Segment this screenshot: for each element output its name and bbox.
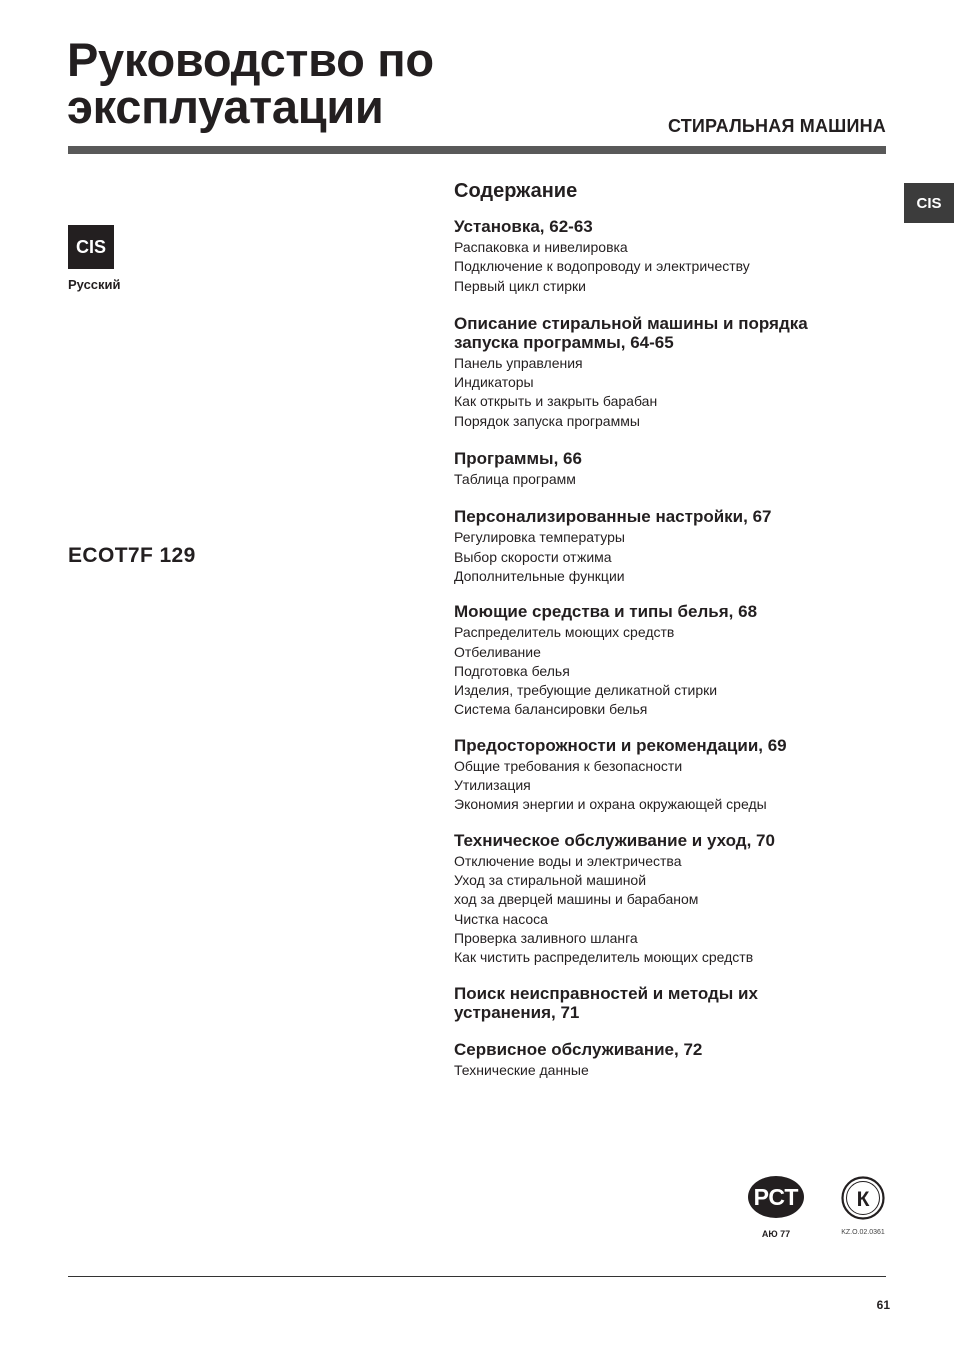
- toc-subitem: Технические данные: [454, 1062, 589, 1079]
- table-of-contents: [454, 178, 886, 1081]
- toc-section: [454, 736, 886, 815]
- language-tab: CIS: [904, 183, 954, 223]
- page-number: 61: [876, 1298, 890, 1312]
- toc-subitem-list: [454, 1061, 886, 1080]
- toc-subitem-list: [454, 852, 886, 968]
- toc-subitem: Отключение воды и электричества: [454, 852, 682, 869]
- toc-subitem-list: [454, 528, 886, 586]
- toc-subitem-list: [454, 354, 886, 431]
- toc-subitem: Общие требования к безопасности: [454, 757, 683, 774]
- toc-section-title-line: Техническое обслуживание и уход, 70: [454, 830, 775, 850]
- toc-subitem: Таблица программ: [454, 471, 576, 488]
- toc-subitem: Экономия энергии и охрана окружающей среды: [454, 796, 767, 813]
- toc-subitem: Чистка насоса: [454, 910, 548, 927]
- toc-subitem: Распаковка и нивелировка: [454, 239, 628, 255]
- toc-section: [454, 314, 886, 431]
- toc-subitem: Как чистить распределитель моющих средств: [454, 949, 754, 966]
- title-line-2: эксплуатации: [67, 80, 384, 133]
- toc-section: [454, 217, 886, 296]
- title-line-1: Руководство по: [67, 33, 434, 86]
- toc-section-title-line: устранения, 71: [454, 1003, 580, 1023]
- toc-section-title-line: Установка, 62-63: [454, 217, 593, 236]
- kz-logo-icon: [838, 1176, 888, 1222]
- toc-subitem: Отбеливание: [454, 643, 541, 660]
- toc-section-title: [454, 449, 886, 468]
- footer-divider: [68, 1276, 886, 1277]
- language-badge: CIS: [68, 225, 114, 269]
- toc-subitem: Подготовка белья: [454, 662, 570, 679]
- toc-section-title-line: запуска программы, 64-65: [454, 332, 674, 352]
- toc-subitem: Как открыть и закрыть барабан: [454, 393, 658, 410]
- toc-heading: Содержание: [454, 180, 578, 202]
- toc-section-title-line: Программы, 66: [454, 449, 582, 469]
- toc-section-title: [454, 831, 886, 850]
- toc-section-title: [454, 1040, 886, 1059]
- toc-subitem-list: [454, 623, 886, 719]
- toc-subitem: Индикаторы: [454, 374, 534, 391]
- toc-subitem: Уход за стиральной машиной: [454, 871, 647, 888]
- toc-subitem: Распределитель моющих средств: [454, 624, 675, 641]
- toc-section: [454, 984, 886, 1022]
- pct-certificate-code: АЮ 77: [761, 1229, 791, 1239]
- toc-section-title-line: Персонализированные настройки, 67: [454, 507, 772, 527]
- kz-logo-letter: К: [856, 1188, 870, 1211]
- toc-section-title: [454, 984, 886, 1022]
- title-divider: [68, 146, 886, 154]
- model-number: ECOT7F 129: [68, 544, 196, 567]
- toc-section-title: [454, 507, 886, 526]
- kz-certificate-code: KZ.О.02.0361: [841, 1229, 885, 1236]
- toc-subitem: Система балансировки белья: [454, 701, 648, 718]
- toc-subitem-list: [454, 238, 886, 296]
- toc-section-title-line: Поиск неисправностей и методы их: [454, 984, 758, 1004]
- toc-section-title: [454, 314, 886, 352]
- toc-subitem: Утилизация: [454, 777, 531, 794]
- pct-logo-icon: [747, 1174, 805, 1220]
- toc-subitem: Выбор скорости отжима: [454, 548, 612, 565]
- document-title: [67, 33, 434, 133]
- product-type: СТИРАЛЬНАЯ МАШИНА: [667, 116, 886, 136]
- pct-certification-mark: [747, 1174, 805, 1239]
- kz-certification-mark: [838, 1176, 888, 1236]
- toc-subitem: Подключение к водопроводу и электричеству: [454, 258, 750, 275]
- language-name: Русский: [68, 277, 121, 292]
- toc-subitem: Проверка заливного шланга: [454, 929, 638, 946]
- toc-subitem: ход за дверцей машины и барабаном: [454, 891, 699, 908]
- toc-section: [454, 1040, 886, 1080]
- pct-logo-letters: РСТ: [753, 1184, 799, 1210]
- toc-subitem: Первый цикл стирки: [454, 277, 586, 294]
- toc-subitem: Дополнительные функции: [454, 567, 625, 584]
- toc-section: [454, 831, 886, 968]
- toc-section-title-line: Сервисное обслуживание, 72: [454, 1040, 703, 1060]
- toc-section-title-line: Описание стиральной машины и порядка: [454, 313, 808, 333]
- toc-subitem: Панель управления: [454, 354, 583, 371]
- toc-subitem: Регулировка температуры: [454, 529, 625, 546]
- toc-section-title: [454, 602, 886, 621]
- toc-sections: [454, 217, 886, 1081]
- toc-section: [454, 507, 886, 586]
- toc-section-title-line: Предосторожности и рекомендации, 69: [454, 735, 787, 755]
- toc-section: [454, 602, 886, 719]
- toc-subitem-list: [454, 470, 886, 489]
- toc-subitem: Порядок запуска программы: [454, 412, 640, 429]
- toc-section: [454, 449, 886, 489]
- toc-section-title: [454, 217, 886, 236]
- toc-subitem: Изделия, требующие деликатной стирки: [454, 682, 718, 699]
- toc-subitem-list: [454, 757, 886, 815]
- toc-section-title: [454, 736, 886, 755]
- toc-section-title-line: Моющие средства и типы белья, 68: [454, 602, 758, 622]
